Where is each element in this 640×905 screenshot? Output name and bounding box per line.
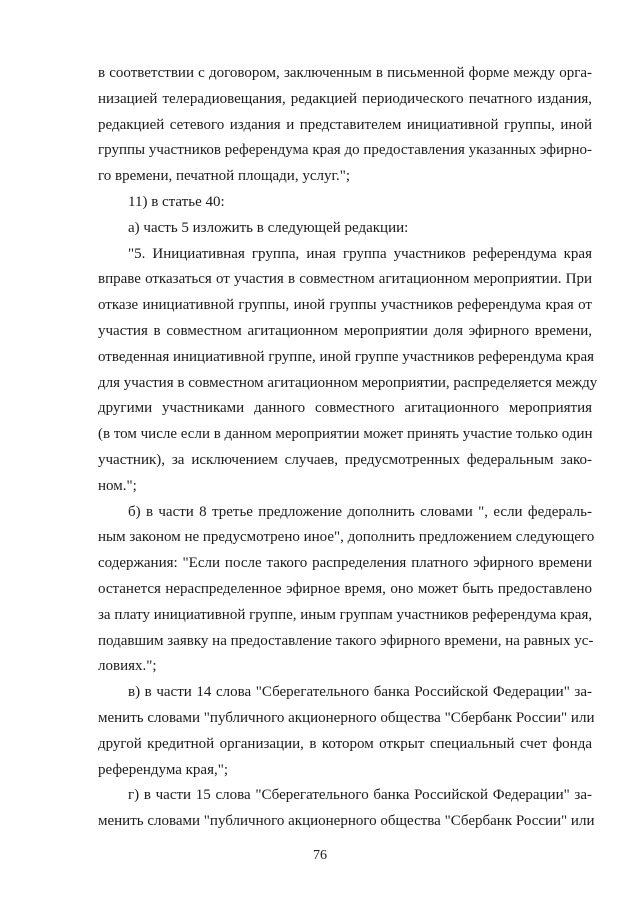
text-line: отказе инициативной группы, иной группы участников референдума края от	[98, 297, 592, 314]
text-line: г) в части 15 слова "Сберегательного банка Российской Федерации" за-	[128, 787, 592, 804]
text-line: ным законом не предусмотрено иное", дополнить предложением следующего	[98, 529, 595, 546]
text-line: вправе отказаться от участия в совместном агитационном мероприятии. При	[98, 271, 592, 288]
text-line: в соответствии с договором, заключенным в письменной форме между орга-	[98, 65, 592, 81]
text-line: группы участников референдума края до предоставления указанных эфирно-	[98, 142, 592, 159]
text-line: за плату инициативной группе, иным группам участников референдума края,	[98, 606, 593, 623]
text-line: участия в совместном агитационном мероприятии доля эфирного времени,	[98, 322, 592, 339]
text-line: для участия в совместном агитационном мероприятии, распределяется между	[98, 374, 598, 391]
text-line: референдума края,";	[98, 761, 229, 778]
text-line: го времени, печатной площади, услуг.";	[98, 168, 350, 185]
text-line: низацией телерадиовещания, редакцией периодического печатного издания,	[98, 90, 592, 107]
document-body	[98, 61, 598, 835]
text-line: участник), за исключением случаев, предусмотренных федеральным зако-	[98, 451, 592, 468]
text-line: "5. Инициативная группа, иная группа участников референдума края	[128, 245, 592, 262]
text-line: 11) в статье 40:	[128, 193, 225, 210]
text-line: содержания: "Если после такого распределения платного эфирного времени	[98, 555, 592, 572]
text-line: отведенная инициативной группе, иной группе участников референдума края	[98, 348, 595, 365]
text-line: подавшим заявку на предоставление такого эфирного времени, на равных ус-	[98, 632, 594, 649]
page-number: 76	[313, 848, 327, 863]
text-line: другими участниками данного совместного агитационного мероприятия	[98, 400, 592, 417]
text-line: б) в части 8 третье предложение дополнить словами ", если федераль-	[128, 503, 592, 520]
text-line: ловиях.";	[98, 658, 157, 675]
text-line: в) в части 14 слова "Сберегательного банка Российской Федерации" за-	[128, 684, 592, 701]
text-line: ном.";	[98, 477, 137, 494]
text-line: останется нераспределенное эфирное время, оно может быть предоставлено	[98, 580, 592, 597]
text-line: редакцией сетевого издания и представителем инициативной группы, иной	[98, 116, 592, 133]
text-line: другой кредитной организации, в котором открыт специальный счет фонда	[98, 735, 592, 752]
text-line: (в том числе если в данном мероприятии может принять участие только один	[98, 426, 593, 443]
text-line: менить словами "публичного акционерного общества "Сбербанк России" или	[98, 709, 595, 726]
text-line: а) часть 5 изложить в следующей редакции:	[128, 219, 409, 236]
text-line: менить словами "публичного акционерного общества "Сбербанк России" или	[98, 813, 595, 830]
